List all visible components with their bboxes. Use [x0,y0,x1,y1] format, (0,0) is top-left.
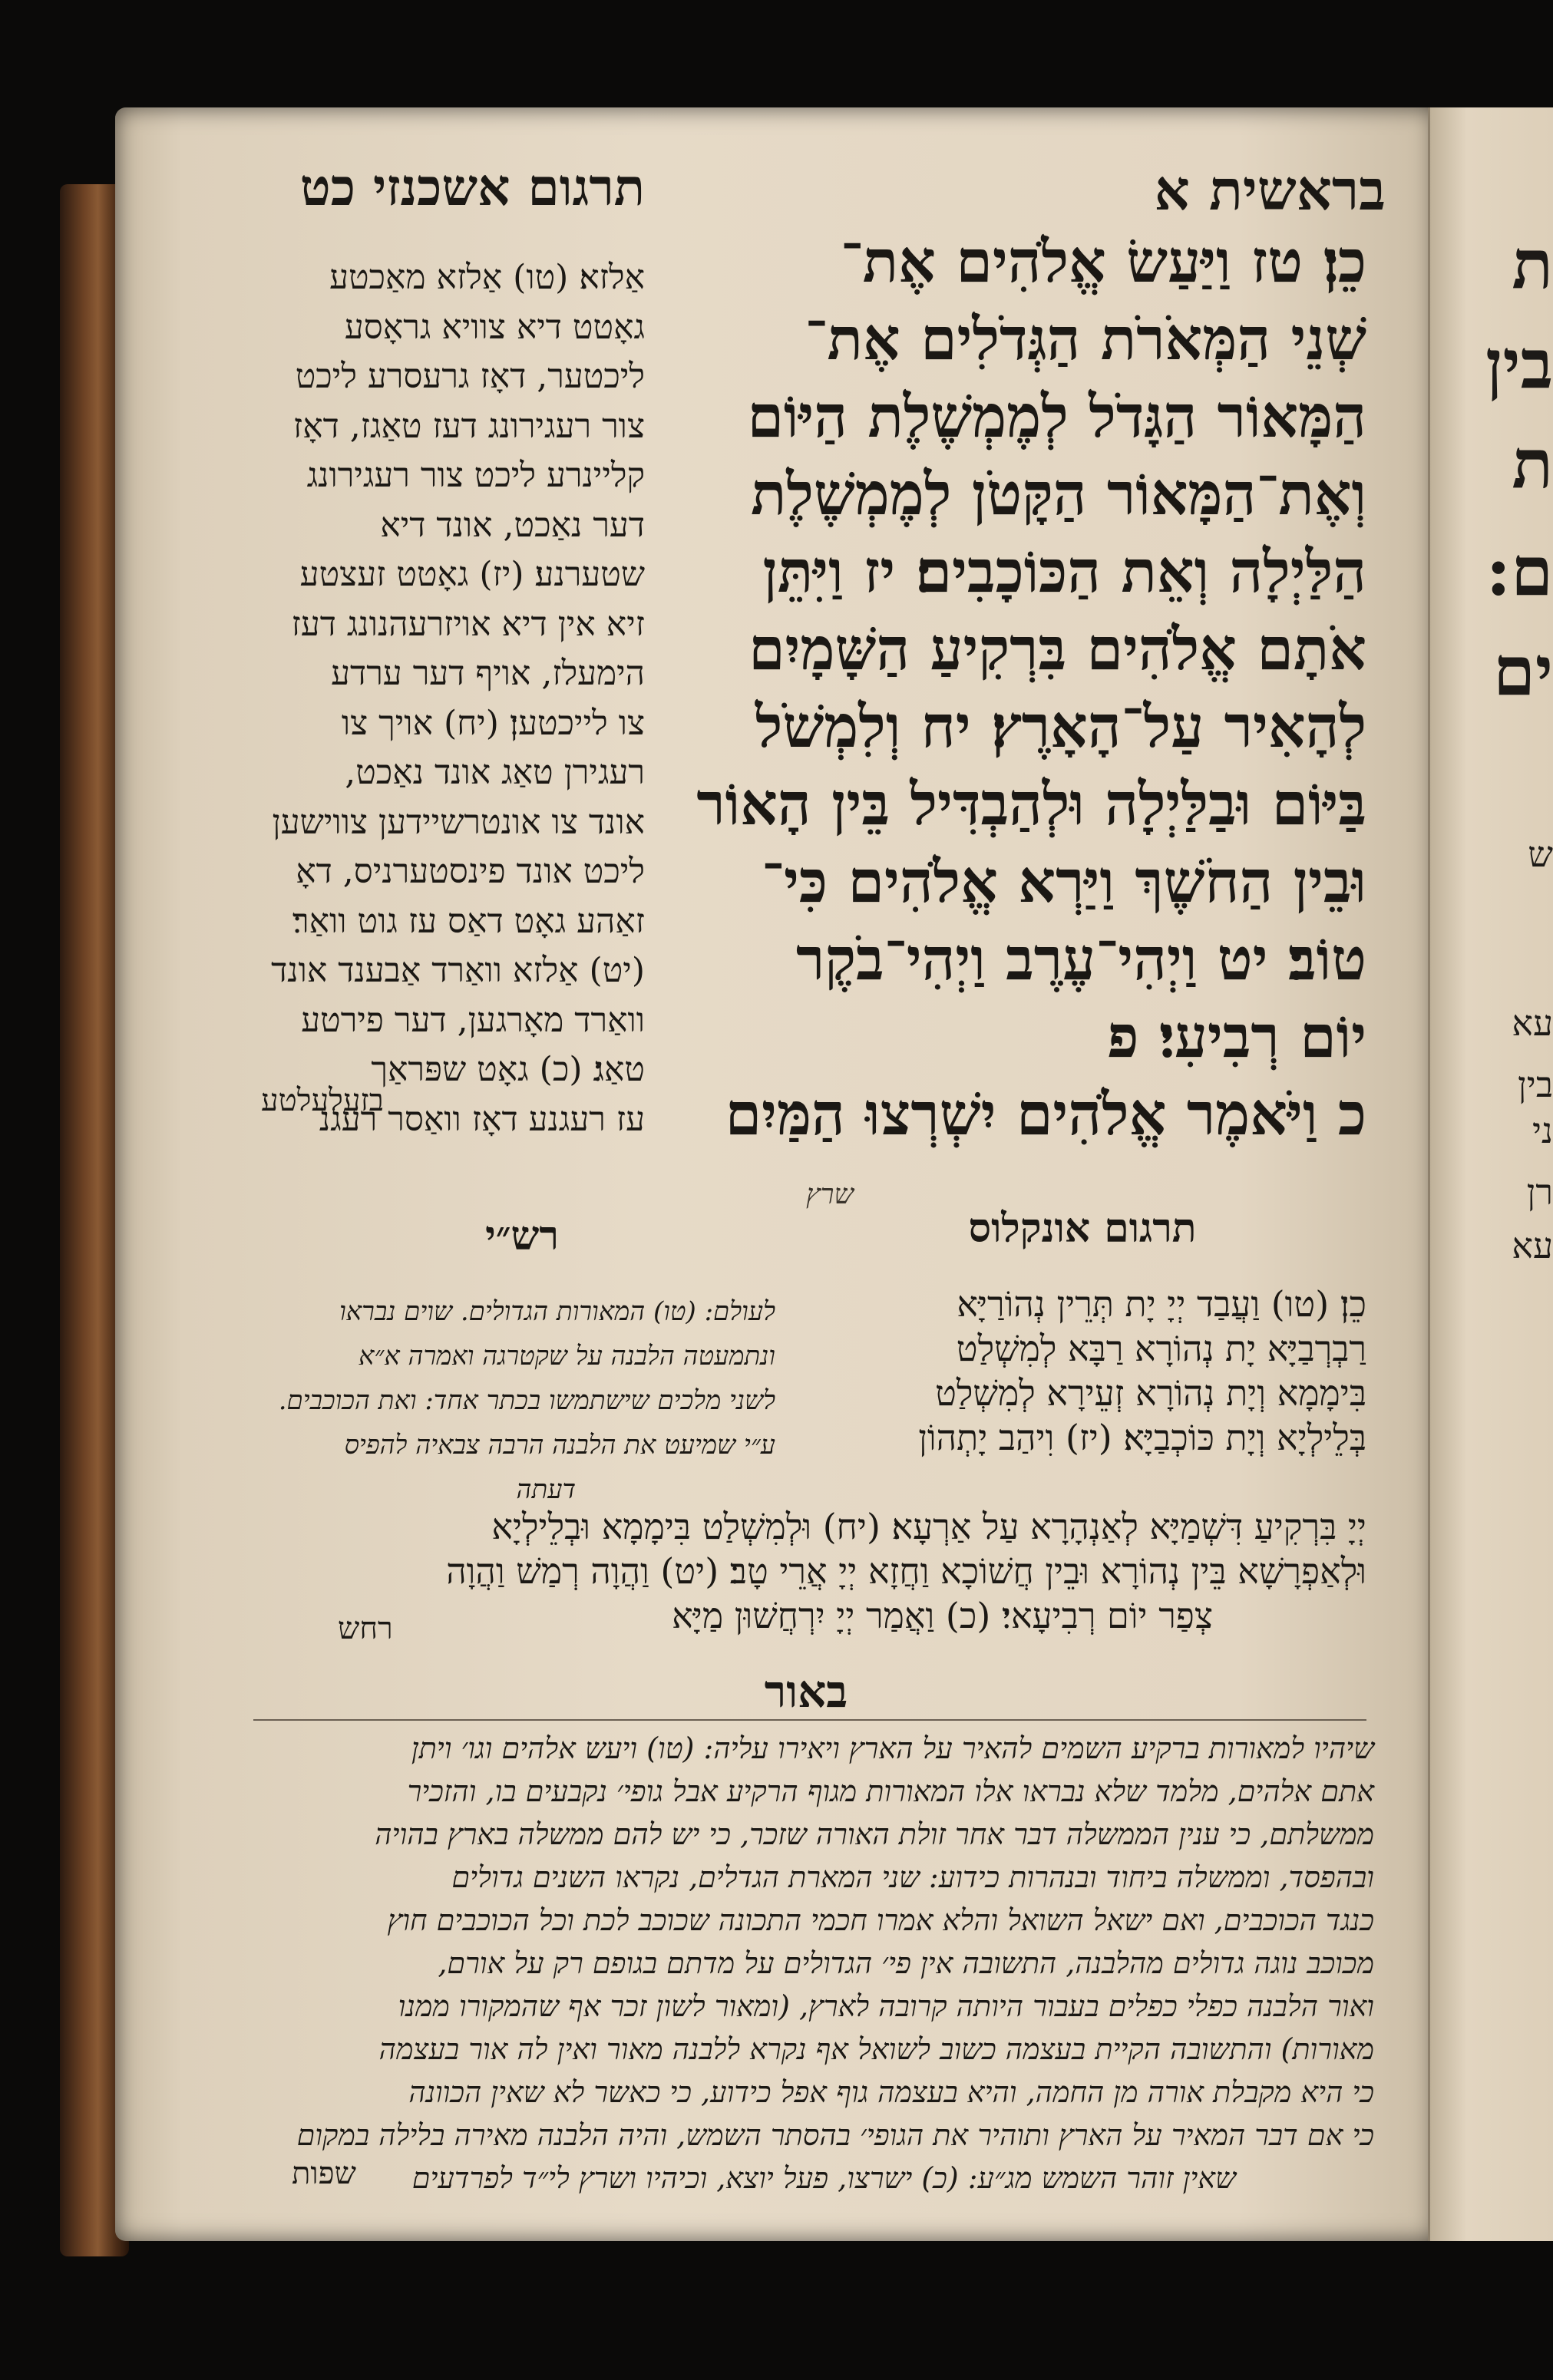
next-page-fragment: ת [1512,224,1553,304]
text-line: זיא אין דיא אויזרעהנונג דעז [291,604,645,644]
text-line: הַמָּאוֹר הַגָּדֹל לְמֶמְשֶׁלֶת הַיּוֹם [747,382,1366,451]
next-page-fragment: עא [1512,1225,1553,1266]
text-line: וְאֶת־הַמָּאוֹר הַקָּטֹן לְמֶמְשֶׁלֶת [751,460,1366,528]
next-page-fragment: ני [1532,1110,1553,1151]
text-line: עז רעגנע דאָז וואַסר רעגנ [319,1099,645,1139]
text-line: דעתה [516,1474,576,1505]
text-line: שאין זוהר השמש מג״ע: (כ) ישרצו, פעל יוצא, וכיהיו ושרץ לי״ד לפרדעים [411,2161,1236,2195]
text-line: כֵן׃ טז וַיַּעַשׂ אֱלֹהִים אֶת־ [840,227,1366,295]
text-line: אתם אלהים, מלמד שלא נבראו אלו המאורות מגוף הרקיע אבל גופי׳ נקבעים בו, והזכיר [407,1774,1374,1808]
onkelos-column [791,1282,1366,1460]
onkelos-catchword: רחש [338,1611,393,1646]
next-page-fragment: ים [1493,631,1553,711]
text-line: לעולם: (טו) המאורות הגדולים. שוים נבראו [339,1296,775,1327]
text-line: ליכטער, דאָז גרעסרע ליכט [295,357,645,396]
yiddish-translation-column [246,253,645,1139]
rashi-heading: רש״י [485,1213,559,1259]
text-line: קליינרע ליכט צור רעגירונג [306,456,645,495]
text-line: רַבְרְבַיָּא יָת נְהוֹרָא רַבָּא לְמִשְׁלַט [956,1328,1366,1369]
text-line: יְיָ בִּרְקִיעַ דִּשְׁמַיָּא לְאַנְהָרָא עַל אַרְעָא׃ (יח) וּלְמִשְׁלַט בִּימָמָא וּבְלֵילְיָא [491,1506,1366,1547]
text-line: בִּימָמָא וְיָת נְהוֹרָא זְעֵירָא לְמִשְׁלַט [935,1372,1366,1414]
text-line: טוֹב׃ יט וַיְהִי־עֶרֶב וַיְהִי־בֹקֶר [795,925,1366,993]
onkelos-heading: תרגום אונקלוס [968,1205,1197,1252]
next-page-fragment: ש [1528,833,1553,875]
text-line: שטערנע׃ (יז) גאָטט זעצטע [299,555,645,594]
text-line: צור רעגירונג דעז טאַגז, דאָז [292,406,645,446]
text-line: ואור הלבנה כפלי כפלים בעבור היותה קרובה לארץ, (ומאור לשון זכר אף שהמקורו ממנו [398,1989,1374,2023]
text-line: זאַהע גאָט דאַס עז גוט וואַר׃ [292,901,645,941]
text-line: בְּלֵילְיָא וְיָת כּוֹכְבַיָּא׃ (יז) וִיהַב יָתְהוֹן [918,1417,1366,1458]
beur-commentary [223,1727,1374,2200]
divider-rule [253,1719,1366,1721]
translation-title-header: תרגום אשכנזי כט [299,157,645,217]
text-line: טאַג׃ (כ) גאָט שפּראַך [371,1050,645,1089]
text-line: כי היא מקבלת אורה מן החמה, והיא בעצמה גוף אפל כידוע, כי כאשר לא שאין הכוונה [408,2075,1374,2109]
text-line: ובהפסד, וממשלה ביחוד ובנהרות כידוע: שני המארת הגדלים, נקראו השנים גדולים [451,1860,1374,1894]
book-title-header: בראשית א [1154,157,1386,223]
text-line: דער נאַכט, אונד דיא [380,505,645,545]
text-line: מכוכב נוגה גדולים מהלבנה, התשובה אין פי׳ הגדולים על מדתם בגופם רק על אורם, [438,1946,1374,1980]
text-line: הימעלז, אויף דער ערדע [331,654,645,693]
yiddish-catchword: בזעלעלטע [261,1083,384,1118]
next-page-fragment: בין [1485,324,1553,404]
beur-catchword: שפות [292,2156,356,2191]
next-page-fragment: עא [1512,1002,1553,1044]
text-line: וואַרד מאָרגען, דער פירטע [301,1000,645,1040]
text-line: בַּיּוֹם וּבַלַּיְלָה וּלְהַבְדִּיל בֵּין הָאוֹר [696,770,1366,838]
text-line: מאורות) והתשובה הקיית בעצמה כשוב לשואל אף נקרא ללבנה מאור ואין לה אור בעצמה [378,2032,1374,2066]
text-line: כ וַיֹּאמֶר אֱלֹהִים יִשְׁרְצוּ הַמַּיִם [725,1080,1366,1148]
next-page-fragment: ת [1512,424,1553,503]
text-line: הַלַּיְלָה וְאֵת הַכּוֹכָבִים׃ יז וַיִּתֵּן [762,537,1366,606]
text-line: ע״י שמיעט את הלבנה הרבה צבאיה להפיס [344,1430,775,1461]
text-line: לְהָאִיר עַל־הָאָרֶץ׃ יח וְלִמְשֹׁל [755,692,1366,761]
text-line: רעגירן טאַג אונד נאַכט, [345,753,645,792]
next-page-fragment: רן [1526,1171,1553,1213]
rashi-column [238,1289,775,1512]
text-line: ממשלתם, כי ענין הממשלה דבר אחר זולת האורה שזכר, כי יש להם ממשלה בארץ בהויה [375,1817,1374,1851]
text-line: צו לייכטען׃ (יח) אויך צו [341,703,645,743]
text-line: לשני מלכים שישתמשו בכתר אחד: ואת הכוכבים. [278,1385,775,1416]
onkelos-margin-note: שרץ [806,1179,854,1210]
text-line: (יט) אַלזא וואַרד אַבענד אונד [271,951,645,990]
next-page-edge [1428,107,1553,2241]
next-page-fragment: בין [1518,1064,1553,1105]
text-line: שְׁנֵי הַמְּאֹרֹת הַגְּדֹלִים אֶת־ [805,305,1366,373]
main-hebrew-text [676,223,1366,1174]
text-line: ונתמעטה הלבנה על שקטרגה ואמרה א״א [359,1341,775,1372]
text-line: ליכט אונד פינסטערניס, דאָ [296,852,645,891]
next-page-fragment: ם: [1485,531,1553,611]
text-line: יוֹם רְבִיעִי׃ פ [1107,1002,1366,1071]
text-line: שיהיו למאורות ברקיע השמים להאיר על הארץ ויאירו עליה: (טו) ויעש אלהים וגו׳ ויתן [411,1731,1374,1765]
text-line: כֵן׃ (טו) וַעֲבַד יְיָ יָת תְּרֵין נְהוֹרַיָּא [957,1283,1366,1325]
text-line: אֹתָם אֱלֹהִים בִּרְקִיעַ הַשָּׁמָיִם [748,615,1366,683]
text-line: אונד צו אונטרשיידען צווישען [272,802,645,842]
text-line: כנגד הכוכבים, ואם ישאל השואל והלא אמרו חכמי התכונה שכוכב לכת וכל הכוכבים חוץ [387,1903,1374,1937]
text-line: וּבֵין הַחֹשֶׁךְ וַיַּרְא אֱלֹהִים כִּי־ [761,847,1366,916]
onkelos-continuation [230,1504,1366,1638]
text-line: צְפַר יוֹם רְבִיעָאי׃ (כ) וַאֲמַר יְיָ יִרְחֲשׁוּן מַיָּא [672,1595,1213,1636]
text-line: אַלזא׃ (טו) אַלזא מאַכטע [329,258,645,297]
text-line: גאָטט דיא צוויא גראָסע [344,307,645,347]
text-line: כי אם דבר המאיר על הארץ ותוהיר את הגופי׳ בהסתר השמש, והיה הלבנה מאירה בלילה במקום [296,2118,1374,2152]
beur-heading: באור [764,1665,848,1718]
text-line: וּלְאַפְרָשָׁא בֵּין נְהוֹרָא וּבֵין חֲשׁוֹכָא וַחֲזָא יְיָ אֲרֵי טָב׃ (יט) וַהֲוָה רְמַשׁ וַהֲוָה [446,1550,1366,1592]
